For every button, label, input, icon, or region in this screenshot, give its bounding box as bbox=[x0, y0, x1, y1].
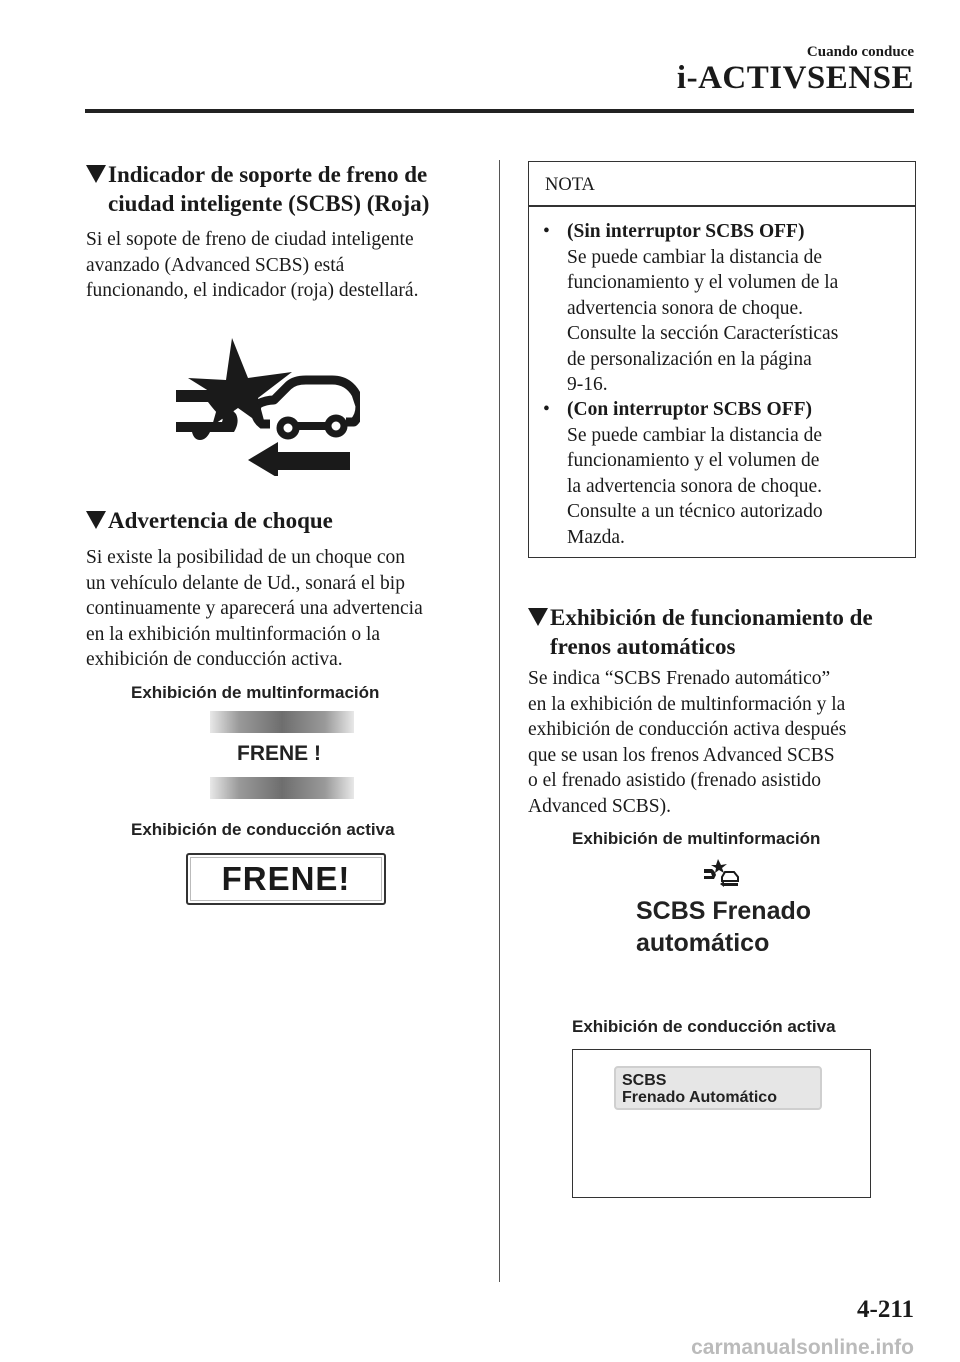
nota-line: funcionamiento y el volumen de la bbox=[567, 272, 839, 293]
heading-line: Indicador de soporte de freno de bbox=[108, 162, 428, 187]
nota-line: Mazda. bbox=[567, 526, 625, 548]
page-number: 4-211 bbox=[857, 1296, 914, 1323]
header-rule bbox=[85, 109, 914, 113]
nota-item bbox=[543, 397, 903, 550]
nota-line: Consulte la sección Características bbox=[567, 323, 839, 344]
nota-line: Se puede cambiar la distancia de bbox=[567, 424, 823, 446]
footer-watermark: carmanualsonline.info bbox=[691, 1336, 914, 1359]
paragraph-scbs-indicator bbox=[86, 227, 486, 304]
nota-item-title: (Con interruptor SCBS OFF) bbox=[567, 399, 813, 420]
para-line: funcionando, el indicador (roja) destellará. bbox=[86, 280, 419, 301]
bullet-dot: • bbox=[543, 399, 550, 420]
para-line: o el frenado asistido (frenado asistido bbox=[528, 770, 821, 791]
small-car-front bbox=[704, 869, 716, 879]
distance-arrow bbox=[248, 442, 350, 476]
para-line: continuamente y aparecerá una advertencia bbox=[86, 598, 423, 619]
frene-active-box: FRENE! bbox=[186, 853, 386, 905]
brake-assist-small-icon bbox=[702, 857, 740, 887]
nota-box bbox=[528, 161, 916, 558]
nota-line: Se puede cambiar la distancia de bbox=[567, 246, 823, 268]
multi-info-bar-top bbox=[210, 711, 354, 733]
paragraph-collision-warning bbox=[86, 545, 486, 673]
section-heading-collision-warning bbox=[86, 506, 486, 535]
vehicle-ahead-bottom bbox=[256, 404, 270, 424]
scbs-frenado-large-text bbox=[636, 895, 811, 959]
heading-line: Advertencia de choque bbox=[108, 508, 333, 533]
nota-rule bbox=[529, 205, 915, 207]
caption-multi-info-right: Exhibición de multinformación bbox=[572, 829, 821, 848]
badge-line: SCBS bbox=[622, 1072, 667, 1089]
heading-line: ciudad inteligente (SCBS) (Roja) bbox=[108, 191, 430, 216]
nota-item-title: (Sin interruptor SCBS OFF) bbox=[567, 221, 805, 242]
para-line: Si el sopote de freno de ciudad inteligente bbox=[86, 229, 414, 250]
section-heading-auto-brake bbox=[528, 603, 928, 661]
section-triangle-icon bbox=[528, 608, 548, 626]
badge-line: Frenado Automático bbox=[622, 1089, 777, 1106]
caption-active-left: Exhibición de conducción activa bbox=[131, 820, 395, 839]
para-line: Advanced SCBS). bbox=[528, 795, 671, 817]
star-burst-shape bbox=[188, 338, 292, 428]
scbs-badge bbox=[614, 1066, 822, 1110]
column-divider bbox=[499, 160, 500, 1282]
para-line: un vehículo delante de Ud., sonará el bip bbox=[86, 572, 405, 594]
caption-multi-info-left: Exhibición de multinformación bbox=[131, 683, 380, 702]
section-triangle-icon bbox=[86, 165, 106, 183]
nota-line: funcionamiento y el volumen de bbox=[567, 450, 820, 471]
scbs-line: SCBS Frenado bbox=[636, 897, 812, 925]
nota-line: Consulte a un técnico autorizado bbox=[567, 501, 823, 522]
scbs-line: automático bbox=[636, 929, 770, 957]
section-triangle-icon bbox=[86, 511, 106, 529]
para-line: en la exhibición de multinformación y la bbox=[528, 693, 846, 715]
para-line: que se usan los frenos Advanced SCBS bbox=[528, 744, 835, 766]
nota-title: NOTA bbox=[545, 175, 595, 195]
vehicle-wheel-front bbox=[328, 418, 344, 434]
paragraph-auto-brake bbox=[528, 666, 928, 819]
chapter-title: i-ACTIVSENSE bbox=[676, 60, 914, 96]
nota-line: advertencia sonora de choque. bbox=[567, 297, 804, 319]
para-line: exhibición de conducción activa después bbox=[528, 719, 847, 740]
nota-line: de personalización en la página bbox=[567, 348, 812, 370]
heading-line: Exhibición de funcionamiento de bbox=[550, 605, 873, 630]
caption-active-right: Exhibición de conducción activa bbox=[572, 1017, 836, 1036]
para-line: exhibición de conducción activa. bbox=[86, 649, 343, 670]
para-line: Se indica “SCBS Frenado automático” bbox=[528, 668, 831, 689]
nota-item bbox=[543, 219, 903, 398]
section-heading-scbs-indicator bbox=[86, 160, 486, 218]
frene-multi-text: FRENE ! bbox=[237, 742, 321, 765]
vehicle-wheel-rear bbox=[280, 420, 296, 436]
scbs-warning-icon bbox=[170, 336, 360, 476]
small-vehicle-ahead bbox=[722, 872, 738, 881]
multi-info-bar-bottom bbox=[210, 777, 354, 799]
para-line: Si existe la posibilidad de un choque con bbox=[86, 547, 405, 568]
nota-line: la advertencia sonora de choque. bbox=[567, 475, 823, 497]
para-line: avanzado (Advanced SCBS) está bbox=[86, 254, 345, 276]
chapter-subtitle: Cuando conduce bbox=[806, 44, 914, 60]
para-line: en la exhibición multinformación o la bbox=[86, 623, 381, 645]
bullet-dot: • bbox=[543, 221, 550, 242]
nota-line: 9-16. bbox=[567, 374, 608, 395]
heading-line: frenos automáticos bbox=[550, 634, 736, 659]
